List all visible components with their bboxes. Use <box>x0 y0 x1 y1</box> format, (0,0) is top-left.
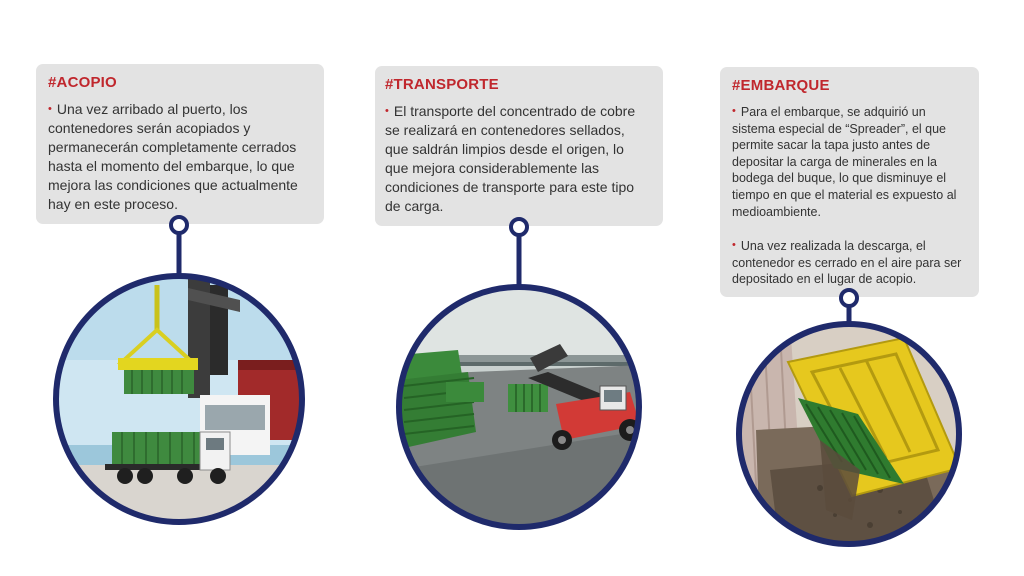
bullet-icon: • <box>732 105 736 117</box>
bullet-icon: • <box>48 103 52 115</box>
connector-embarque <box>841 290 857 326</box>
card-text: El transporte del concentrado de cobre se realizará en contenedores sellados, que saldrán limpios desde el origen, lo que mejora considerablemente las condiciones de transporte para este tipo de carga. <box>385 103 636 214</box>
illustration-embarque <box>736 322 966 560</box>
card-title: #EMBARQUE <box>732 77 830 94</box>
card-text: Para el embarque, se adquirió un sistema especial de “Spreader”, el que permite sacar la tapa justo antes de depositar la carga de minerales en la bodega del buque, lo que disminuye el tiempo en que el material es expuesto al medioambiente. <box>732 105 957 219</box>
illustration-transporte <box>396 285 646 535</box>
illustration-acopio <box>50 270 318 535</box>
card-title: #ACOPIO <box>48 74 117 91</box>
connector-acopio <box>171 217 187 276</box>
bullet-icon: • <box>385 105 389 117</box>
card-text: Una vez realizada la descarga, el contenedor es cerrado en el aire para ser depositado en el lugar de acopio. <box>732 239 962 287</box>
card-text: Una vez arribado al puerto, los contenedores serán acopiados y permanecerán completamente cerrados hasta el momento del embarque, lo que mejora las condiciones que actualmente hay en este proceso. <box>48 101 298 212</box>
connector-transporte <box>511 219 527 288</box>
card-title: #TRANSPORTE <box>385 76 499 93</box>
bullet-icon: • <box>732 239 736 252</box>
